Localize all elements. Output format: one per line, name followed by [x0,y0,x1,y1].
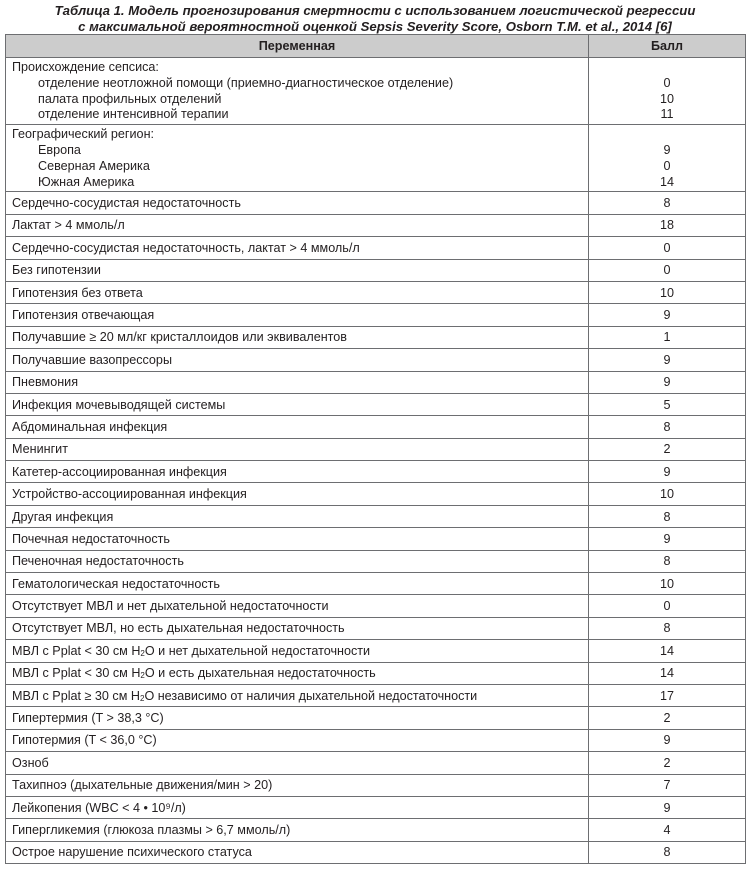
group-cell-score [589,58,746,125]
group-cell-variable [6,58,589,125]
row-score: 2 [589,438,746,460]
row-score: 9 [589,371,746,393]
row-label: Инфекция мочевыводящей системы [6,393,589,415]
row-label-sub: 2 [140,671,145,681]
table-row [6,371,746,393]
group-row-sepsis-origin [6,58,746,125]
row-score: 9 [589,349,746,371]
row-label: Острое нарушение психического статуса [6,841,589,863]
group-title: Географический регион: [12,127,155,142]
table-row [6,640,746,662]
table-row [6,461,746,483]
table-row [6,550,746,572]
row-score: 17 [589,684,746,706]
row-label: Лейкопения (WBC < 4 • 10⁹/л) [6,796,589,818]
group-item-score: 0 [663,158,671,173]
table-header-row [6,35,746,58]
table-caption [0,0,750,34]
row-score: 10 [589,483,746,505]
table-row [6,528,746,550]
group-item-score: 9 [663,142,671,157]
row-label-pre: МВЛ с Pplat < 30 см H [12,643,141,658]
group-title: Происхождение сепсиса: [12,60,159,74]
table-row [6,349,746,371]
row-label: Сердечно-сосудистая недостаточность, лактат > 4 ммоль/л [6,237,589,259]
group-item-label: отделение неотложной помощи (приемно-диагностическое отделение) [38,75,454,90]
table-row [6,617,746,639]
row-label: Менингит [6,438,589,460]
table-row [6,774,746,796]
group-item-score: 10 [659,91,674,106]
row-score: 2 [589,707,746,729]
table-row [6,393,746,415]
group-row-region [6,125,746,192]
table-row [6,819,746,841]
row-score: 8 [589,192,746,214]
row-score: 9 [589,796,746,818]
table-row [6,416,746,438]
table-row [6,237,746,259]
row-score: 14 [589,640,746,662]
table-row [6,841,746,863]
row-label: Без гипотензии [6,259,589,281]
table-row [6,304,746,326]
row-score: 9 [589,528,746,550]
table-row [6,796,746,818]
row-score: 1 [589,326,746,348]
row-score: 10 [589,573,746,595]
row-score: 14 [589,662,746,684]
table-row [6,281,746,303]
row-label [6,662,589,684]
row-label-sub: 2 [139,693,145,703]
row-label: Отсутствует МВЛ и нет дыхательной недостаточности [6,595,589,617]
row-score: 8 [589,550,746,572]
row-label: Озноб [6,752,589,774]
group-item-score: 0 [663,75,671,90]
row-label: Другая инфекция [6,505,589,527]
row-score: 8 [589,841,746,863]
table-row [6,573,746,595]
group-item-score: 14 [659,174,674,189]
group-item-label: Южная Америка [38,174,135,189]
group-item-score: 11 [660,107,674,122]
row-label: Гипотензия без ответа [6,281,589,303]
row-label: Устройство-ассоциированная инфекция [6,483,589,505]
row-score: 10 [589,281,746,303]
row-label: Почечная недостаточность [6,528,589,550]
row-score: 5 [589,393,746,415]
group-cell-score [589,125,746,192]
row-label-sub: 2 [140,648,145,658]
row-label: Лактат > 4 ммоль/л [6,214,589,236]
row-label: Катетер-ассоциированная инфекция [6,461,589,483]
row-label [6,640,589,662]
row-score: 8 [589,416,746,438]
row-label-post: O независимо от наличия дыхательной недостаточности [144,688,478,703]
table-row [6,483,746,505]
row-label: Абдоминальная инфекция [6,416,589,438]
row-label: Гипертермия (T > 38,3 °C) [6,707,589,729]
header-variable: Переменная [6,35,589,58]
group-item-label: палата профильных отделений [38,91,222,106]
row-label: Сердечно-сосудистая недостаточность [6,192,589,214]
row-label: Печеночная недостаточность [6,550,589,572]
row-score: 0 [589,237,746,259]
row-label-post: O и есть дыхательная недостаточность [144,666,376,681]
group-item-label: отделение интенсивной терапии [38,107,229,122]
table-row [6,752,746,774]
table-row [6,326,746,348]
row-label: Пневмония [6,371,589,393]
row-label: Получавшие ≥ 20 мл/кг кристаллоидов или эквивалентов [6,326,589,348]
table-row [6,505,746,527]
row-score: 4 [589,819,746,841]
table-row [6,438,746,460]
table-row [6,214,746,236]
row-score: 18 [589,214,746,236]
row-score: 9 [589,304,746,326]
row-score: 9 [589,461,746,483]
caption-line-2: с максимальной вероятностной оценкой Sepsis Severity Score, Osborn T.M. et al., 2014 [6] [78,19,672,34]
row-score: 8 [589,505,746,527]
row-score: 0 [589,595,746,617]
table-row [6,729,746,751]
row-label: Отсутствует МВЛ, но есть дыхательная недостаточность [6,617,589,639]
header-score: Балл [589,35,746,58]
table-row [6,595,746,617]
row-label-pre: МВЛ с Pplat < 30 см H [12,666,141,681]
row-label: Гипотермия (T < 36,0 °C) [6,729,589,751]
row-label: Гематологическая недостаточность [6,573,589,595]
group-item-label: Европа [38,142,81,157]
row-score: 2 [589,752,746,774]
row-label: Тахипноэ (дыхательные движения/мин > 20) [6,774,589,796]
sepsis-score-table [5,34,746,864]
row-score: 0 [589,259,746,281]
row-label: Гипотензия отвечающая [6,304,589,326]
table-row [6,662,746,684]
caption-line-1: Таблица 1. Модель прогнозирования смертности с использованием логистической регрессии [54,3,696,18]
row-label-post: O и нет дыхательной недостаточности [144,643,371,658]
table-row [6,684,746,706]
row-score: 8 [589,617,746,639]
row-label: Гипергликемия (глюкоза плазмы > 6,7 ммоль/л) [6,819,589,841]
table-row [6,707,746,729]
group-item-label: Северная Америка [38,158,150,173]
row-score: 7 [589,774,746,796]
row-label: Получавшие вазопрессоры [6,349,589,371]
table-row [6,192,746,214]
table-row [6,259,746,281]
group-cell-variable [6,125,589,192]
row-label-pre: МВЛ с Pplat ≥ 30 см H [12,688,140,703]
row-label [6,684,589,706]
row-score: 9 [589,729,746,751]
